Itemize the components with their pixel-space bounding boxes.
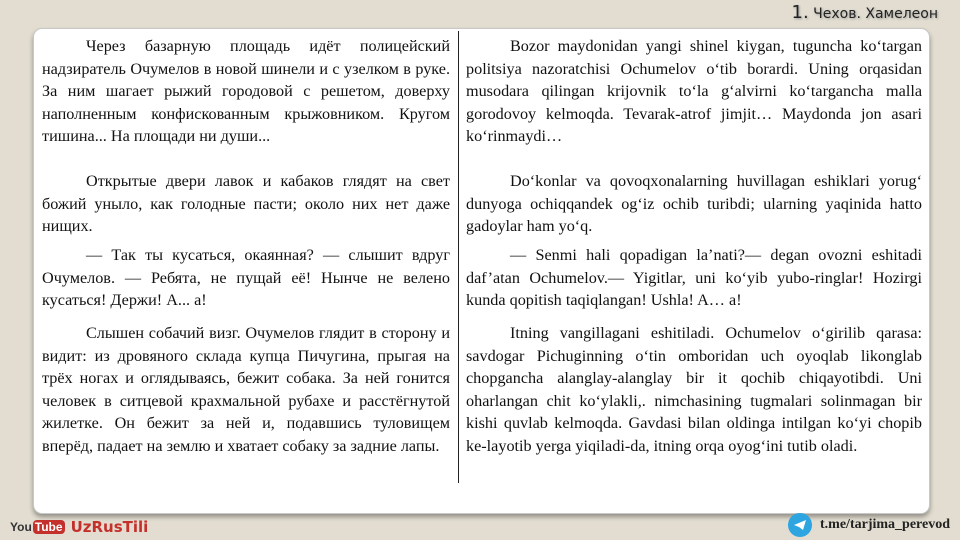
uzbek-paragraph-1: Bozor maydonidan yangi shinel kiygan, tuguncha ko‘targan politsiya nazoratchisi Ochumelov o‘tib borardi. Uning orqasidan musodara qilingan krijovnik to‘la g‘alvirni ko‘targancha malla gorodovoy kelmoqda. Tevarak-atrof jimjit… Maydonda jon asari ko‘rinmaydi… <box>466 37 922 146</box>
russian-paragraph-1: Через базарную площадь идёт полицейский надзиратель Очумелов в новой шинели и с узелком в руке. За ним шагает рыжий городовой с решетом, доверху наполненным конфискованным крыжовником. Кругом тишина... На площади ни души... <box>42 37 450 146</box>
telegram-link-text: t.me/tarjima_perevod <box>820 517 950 532</box>
telegram-link[interactable] <box>788 513 950 537</box>
telegram-icon <box>788 513 812 537</box>
russian-paragraph-2: Открытые двери лавок и кабаков глядят на свет божий уныло, как голодные пасти; около них нет даже нищих. <box>42 172 450 236</box>
text-card <box>33 28 930 514</box>
youtube-logo-icon <box>10 520 65 534</box>
uzbek-paragraph-3: — Senmi hali qopadigan la’nati?— degan ovozni eshitadi daf’atan Ochumelov.— Yigitlar, uni ko‘yib yubo-ringlar! Hozirgi kunda qopitish taqiqlangan! Ushla! A… a! <box>466 246 922 310</box>
russian-paragraph-4: Слышен собачий визг. Очумелов глядит в сторону и видит: из дровяного склада купца Пичугина, прыгая на трёх ногах и оглядываясь, бежит собака. За ней гонится человек в ситцевой крахмальной рубахе и расстёгнутой жилетке. Он бежит за ней и, подавшись туловищем вперёд, падает на землю и хватает собаку за задние лапы. <box>42 324 450 455</box>
uzbek-paragraph-2: Do‘konlar va qovoqxonalarning huvillagan eshiklari yorug‘ dunyoga ochiqqandek og‘iz ochib turibdi; ularning yaqinida hatto gadoylar ham yo‘q. <box>466 172 922 236</box>
youtube-channel[interactable] <box>10 518 148 536</box>
russian-paragraph-3: — Так ты кусаться, окаянная? — слышит вдруг Очумелов. — Ребята, не пущай её! Нынче не велено кусаться! Держи! А... а! <box>42 246 450 310</box>
uzbek-paragraph-4: Itning vangillagani eshitiladi. Ochumelov o‘girilib qarasa: savdogar Pichuginning o‘tin omboridan uch oyoqlab likonglab chopgancha alanglay-alanglay bir it qochib chiqayotibdi. Uni oharlangan chit ko‘ylakli,. nimchasining tugmalari solinmagan bir kishi quvlab kelmoqda. Gavdasi bilan oldinga intilgan ko‘yi chopib ke-layotib yerga yiqiladi-da, itning orqa oyog‘ini tutib oladi. <box>466 324 922 455</box>
slide-title <box>792 2 938 23</box>
channel-name: UzRusTili <box>70 518 149 536</box>
column-divider <box>458 31 459 483</box>
slide-title-text: Чехов. Хамелеон <box>813 6 938 22</box>
youtube-logo-tube: Tube <box>34 520 63 534</box>
youtube-logo-you: You <box>10 520 32 534</box>
slide-number: 1. <box>791 2 809 23</box>
